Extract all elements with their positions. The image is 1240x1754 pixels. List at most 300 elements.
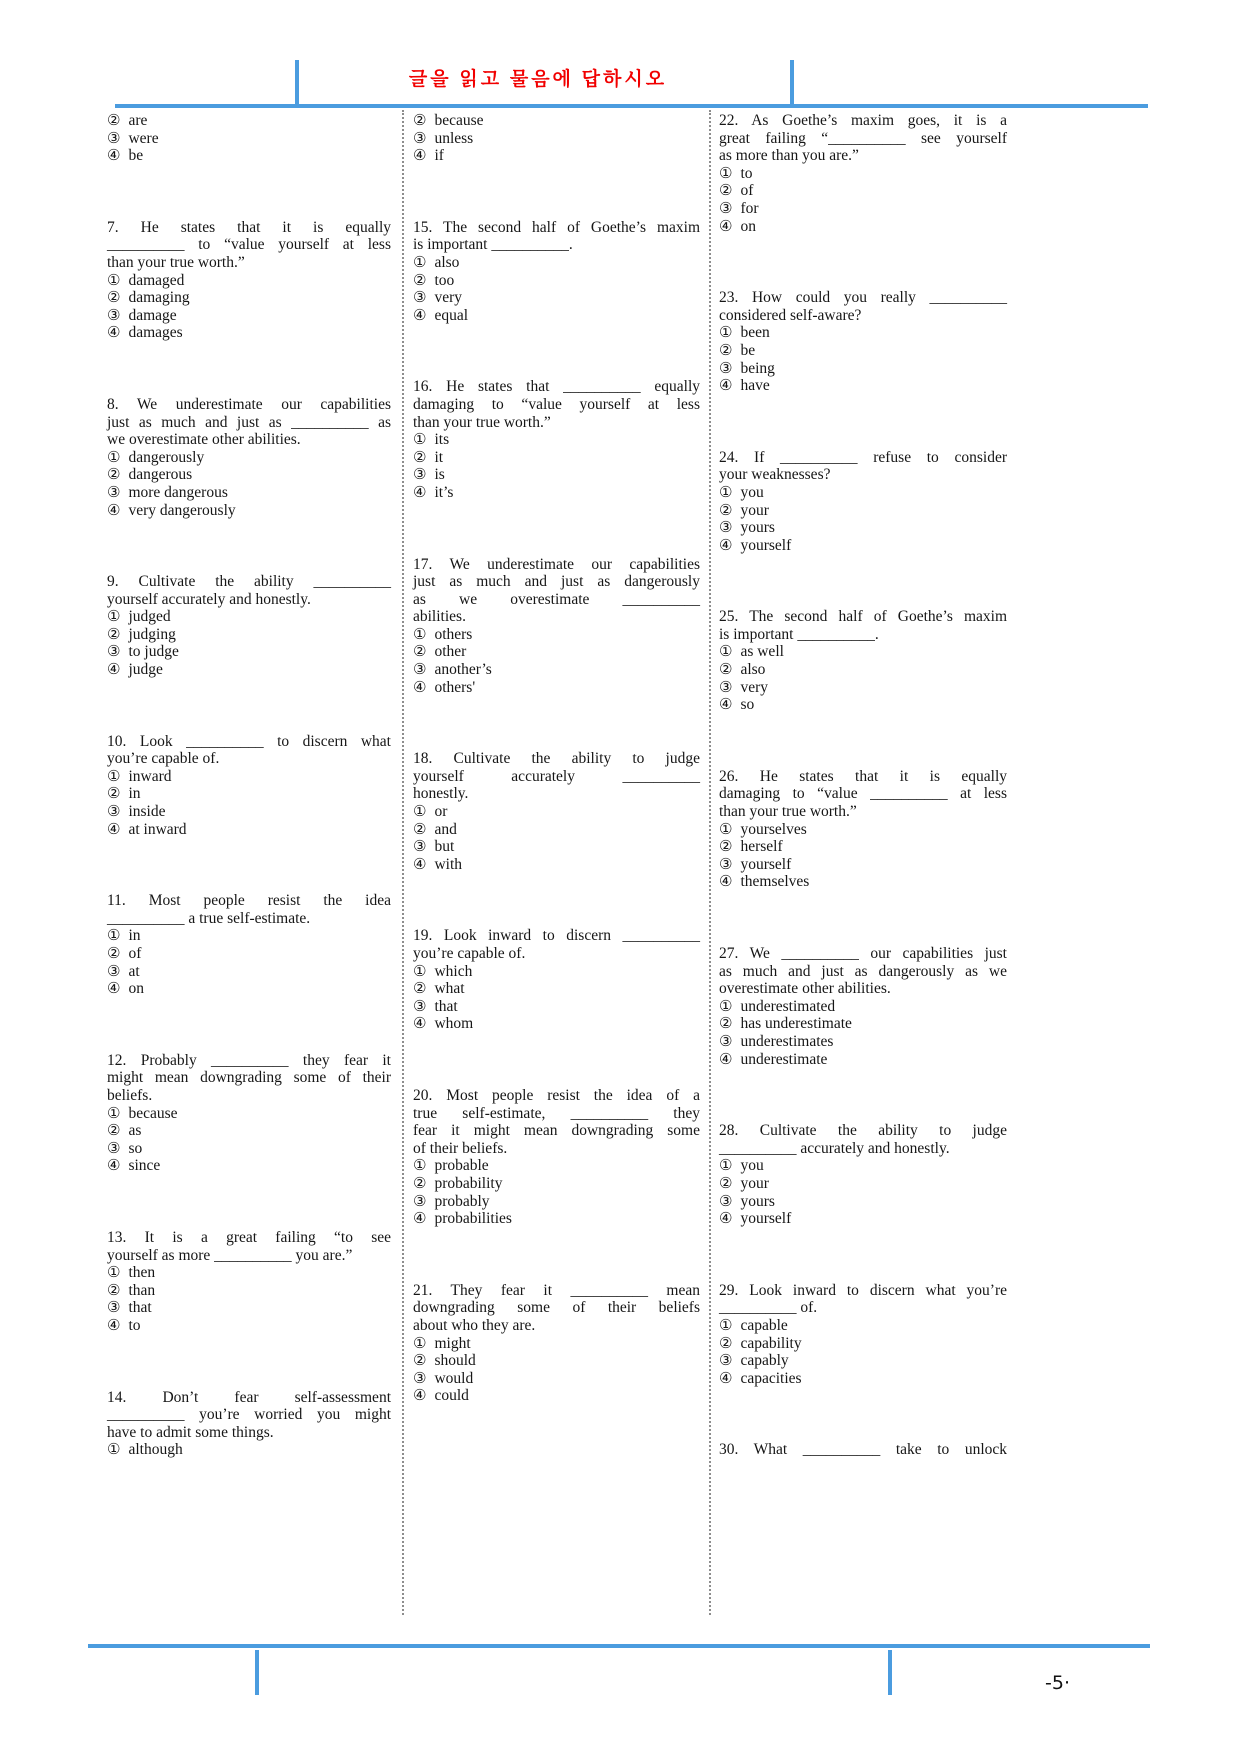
answer-option (719, 1317, 1007, 1335)
answer-option (413, 289, 700, 307)
question-block (413, 378, 700, 501)
answer-option (413, 130, 700, 148)
option-label: that (128, 1299, 152, 1317)
option-number-icon: ① (413, 961, 427, 980)
question-line: than your true worth.” (107, 253, 245, 271)
answer-option (719, 1175, 1007, 1193)
option-number-icon: ④ (107, 500, 121, 519)
options-list (719, 821, 1007, 891)
option-label: themselves (740, 873, 810, 891)
answer-option (107, 502, 391, 520)
page-number: -5· (1045, 1672, 1070, 1694)
option-label: although (128, 1441, 183, 1459)
option-label: than (128, 1281, 156, 1299)
question-line: 12. Probably __________ they fear it (107, 1051, 391, 1069)
option-label: if (434, 147, 444, 165)
option-label: damage (128, 306, 177, 324)
question-line: 24. If __________ refuse to consider (719, 448, 1007, 466)
question-line: about who they are. (413, 1316, 536, 1334)
answer-option (719, 838, 1007, 856)
option-number-icon: ① (107, 607, 121, 626)
option-label: on (740, 217, 756, 235)
question-line: we overestimate other abilities. (107, 431, 301, 449)
option-number-icon: ① (719, 996, 733, 1015)
option-number-icon: ④ (107, 146, 121, 165)
answer-option (719, 1157, 1007, 1175)
question-text (719, 1122, 1007, 1157)
option-label: your (740, 501, 769, 519)
question-block (107, 1389, 391, 1459)
option-number-icon: ① (719, 642, 733, 661)
option-number-icon: ① (107, 926, 121, 945)
option-label: and (434, 820, 457, 838)
footer-right-tick (888, 1650, 892, 1695)
option-number-icon: ④ (413, 854, 427, 873)
answer-option (719, 643, 1007, 661)
option-label: being (740, 359, 775, 377)
option-number-icon: ① (719, 819, 733, 838)
options-list (107, 272, 391, 342)
column-separator (402, 110, 404, 1615)
options-list (719, 1317, 1007, 1387)
option-number-icon: ④ (107, 1315, 121, 1334)
option-label: underestimates (740, 1032, 834, 1050)
question-line: your weaknesses? (719, 466, 831, 484)
answer-option (107, 272, 391, 290)
question-line: might mean downgrading some of their (107, 1069, 391, 1087)
option-label: very (740, 678, 768, 696)
answer-option (107, 1317, 391, 1335)
option-label: other (434, 643, 467, 661)
answer-option (413, 1015, 700, 1033)
option-number-icon: ② (107, 784, 121, 803)
answer-option (107, 289, 391, 307)
options-list (719, 1157, 1007, 1227)
question-text (107, 396, 391, 449)
options-list (413, 963, 700, 1033)
option-number-icon: ③ (413, 996, 427, 1015)
option-label: might (434, 1334, 471, 1352)
option-label: damages (128, 324, 183, 342)
options-list (413, 431, 700, 501)
question-text (107, 1389, 391, 1442)
answer-option (719, 182, 1007, 200)
option-number-icon: ② (413, 1173, 427, 1192)
answer-option (719, 218, 1007, 236)
option-number-icon: ③ (413, 128, 427, 147)
answer-option (413, 838, 700, 856)
question-text (413, 927, 700, 962)
option-label: as (128, 1122, 142, 1140)
footer-rule (88, 1644, 1150, 1648)
question-line: damaging to “value yourself at less (413, 395, 700, 413)
question-block (107, 892, 391, 998)
options-list (107, 1264, 391, 1334)
answer-option (719, 1051, 1007, 1069)
option-label: in (128, 785, 141, 803)
answer-option (719, 502, 1007, 520)
option-number-icon: ② (107, 624, 121, 643)
answer-option (413, 856, 700, 874)
answer-option (413, 484, 700, 502)
option-number-icon: ① (413, 430, 427, 449)
option-number-icon: ① (719, 163, 733, 182)
question-line: 14. Don’t fear self-assessment (107, 1388, 391, 1406)
question-line: as we overestimate __________ (413, 590, 700, 608)
option-label: also (740, 661, 766, 679)
answer-option (107, 1140, 391, 1158)
option-label: judge (128, 661, 163, 679)
option-number-icon: ④ (719, 535, 733, 554)
answer-option (107, 1105, 391, 1123)
options-list (107, 1105, 391, 1175)
question-block (413, 219, 700, 325)
answer-option (107, 1299, 391, 1317)
answer-option (107, 1157, 391, 1175)
question-block (107, 733, 391, 839)
option-label: very dangerously (128, 501, 236, 519)
answer-option (413, 254, 700, 272)
option-number-icon: ② (413, 642, 427, 661)
answer-option (107, 803, 391, 821)
answer-option (719, 484, 1007, 502)
option-label: would (434, 1369, 474, 1387)
question-line: __________ of. (719, 1299, 818, 1317)
option-number-icon: ① (107, 447, 121, 466)
question-block (413, 927, 700, 1033)
options-list (413, 626, 700, 696)
option-label: also (434, 253, 460, 271)
question-block (719, 608, 1007, 714)
question-line: 18. Cultivate the ability to judge (413, 750, 700, 768)
question-text (413, 750, 700, 803)
question-line: honestly. (413, 785, 469, 803)
option-label: capacities (740, 1369, 802, 1387)
question-line: than your true worth.” (413, 413, 551, 431)
option-label: yourself (740, 1210, 792, 1228)
question-line: 7. He states that it is equally (107, 218, 391, 236)
option-number-icon: ① (413, 252, 427, 271)
question-text (719, 289, 1007, 324)
question-line: 27. We __________ our capabilities just (719, 945, 1007, 962)
answer-option (107, 1282, 391, 1300)
question-text (719, 945, 1007, 998)
header-rule (115, 104, 1148, 108)
option-label: at (128, 962, 140, 980)
option-number-icon: ① (719, 1315, 733, 1334)
answer-option (719, 856, 1007, 874)
option-number-icon: ③ (107, 305, 121, 324)
question-block (719, 112, 1007, 235)
option-number-icon: ② (413, 447, 427, 466)
option-label: of (740, 182, 754, 200)
question-line: considered self-aware? (719, 306, 862, 324)
option-label: very (434, 289, 462, 307)
option-number-icon: ① (719, 482, 733, 501)
option-number-icon: ③ (107, 642, 121, 661)
answer-option (107, 768, 391, 786)
answer-option (413, 1175, 700, 1193)
option-number-icon: ② (719, 340, 733, 359)
option-label: its (434, 431, 450, 449)
option-number-icon: ① (107, 766, 121, 785)
question-line: __________ you’re worried you might (107, 1406, 391, 1424)
option-number-icon: ③ (719, 1351, 733, 1370)
answer-option (413, 449, 700, 467)
option-label: underestimated (740, 997, 836, 1015)
option-number-icon: ② (413, 1351, 427, 1370)
question-line: 8. We underestimate our capabilities (107, 395, 391, 413)
footer-left-tick (255, 1650, 259, 1695)
answer-option (719, 1210, 1007, 1228)
option-number-icon: ③ (107, 1298, 121, 1317)
option-number-icon: ② (413, 979, 427, 998)
answer-option (107, 147, 391, 165)
answer-option (413, 147, 700, 165)
option-label: or (434, 803, 448, 821)
question-block (107, 1229, 391, 1335)
answer-option (719, 1033, 1007, 1051)
answer-option (719, 1015, 1007, 1033)
option-label: probabilities (434, 1210, 512, 1228)
option-label: have (740, 377, 770, 395)
option-label: because (434, 112, 484, 129)
option-label: yourselves (740, 820, 807, 838)
answer-option (107, 643, 391, 661)
answer-option (719, 821, 1007, 839)
option-number-icon: ③ (413, 660, 427, 679)
question-block (719, 945, 1007, 1068)
question-line: yourself accurately __________ (413, 767, 700, 785)
question-line: 28. Cultivate the ability to judge (719, 1122, 1007, 1140)
option-number-icon: ④ (413, 1386, 427, 1405)
option-label: be (740, 341, 756, 359)
options-list (107, 927, 391, 997)
option-label: more dangerous (128, 483, 228, 501)
option-label: to (740, 164, 753, 182)
question-line: beliefs. (107, 1086, 153, 1104)
option-label: on (128, 980, 144, 998)
option-label: were (128, 129, 159, 147)
answer-option (413, 661, 700, 679)
option-number-icon: ③ (719, 854, 733, 873)
option-number-icon: ③ (413, 1368, 427, 1387)
option-label: could (434, 1387, 469, 1405)
answer-option (413, 1352, 700, 1370)
options-list (719, 643, 1007, 713)
option-number-icon: ① (413, 802, 427, 821)
option-number-icon: ① (413, 1156, 427, 1175)
option-label: it (434, 448, 444, 466)
option-label: underestimate (740, 1050, 828, 1068)
question-line: damaging to “value __________ at less (719, 785, 1007, 803)
answer-option (107, 785, 391, 803)
answer-option (107, 112, 391, 130)
option-label: another’s (434, 661, 492, 679)
question-block (719, 1122, 1007, 1228)
option-label: you (740, 483, 764, 501)
question-line: 26. He states that it is equally (719, 767, 1007, 785)
answer-option (107, 821, 391, 839)
question-line: great failing “__________ see yourself (719, 129, 1007, 147)
question-line: 29. Look inward to discern what you’re (719, 1281, 1007, 1299)
option-label: yourself (740, 536, 792, 554)
question-line: __________ to “value yourself at less (107, 236, 391, 254)
option-number-icon: ③ (719, 518, 733, 537)
option-label: equal (434, 306, 469, 324)
option-number-icon: ② (719, 181, 733, 200)
option-label: unless (434, 129, 474, 147)
option-number-icon: ① (107, 1440, 121, 1459)
option-label: has underestimate (740, 1015, 852, 1033)
question-text (413, 219, 700, 254)
options-list (719, 324, 1007, 394)
option-label: but (434, 838, 455, 856)
header-right-tick (790, 60, 794, 104)
option-label: yours (740, 519, 775, 537)
question-block (107, 219, 391, 342)
question-line: 20. Most people resist the idea of a (413, 1086, 700, 1104)
option-number-icon: ② (107, 111, 121, 129)
option-number-icon: ④ (719, 872, 733, 891)
question-line: than your true worth.” (719, 803, 857, 821)
option-label: to judge (128, 643, 179, 661)
question-block (413, 1282, 700, 1405)
question-text (719, 608, 1007, 643)
question-line: 21. They fear it __________ mean (413, 1281, 700, 1299)
option-label: inward (128, 767, 172, 785)
option-label: whom (434, 1015, 474, 1033)
question-line: is important __________. (719, 625, 879, 643)
question-line: yourself accurately and honestly. (107, 590, 311, 608)
answer-option (413, 963, 700, 981)
answer-option (413, 679, 700, 697)
answer-option (107, 626, 391, 644)
question-line: 15. The second half of Goethe’s maxim (413, 218, 700, 236)
question-line: 25. The second half of Goethe’s maxim (719, 608, 1007, 626)
option-label: damaging (128, 289, 190, 307)
question-line: 23. How could you really __________ (719, 289, 1007, 307)
options-list (413, 1157, 700, 1227)
question-line: have to admit some things. (107, 1423, 274, 1441)
option-number-icon: ① (107, 1263, 121, 1282)
question-line: as much and just as dangerously as we (719, 962, 1007, 980)
answer-option (413, 1210, 700, 1228)
option-number-icon: ④ (413, 305, 427, 324)
answer-option (413, 1370, 700, 1388)
option-number-icon: ④ (719, 216, 733, 235)
answer-option (719, 360, 1007, 378)
option-label: as well (740, 643, 784, 661)
answer-option (719, 1370, 1007, 1388)
option-label: others (434, 625, 473, 643)
question-text (413, 1282, 700, 1335)
option-number-icon: ① (413, 1333, 427, 1352)
answer-option (107, 466, 391, 484)
option-number-icon: ③ (719, 1031, 733, 1050)
question-text (107, 1052, 391, 1105)
question-text (107, 219, 391, 272)
options-list (107, 449, 391, 519)
option-label: capably (740, 1352, 789, 1370)
option-number-icon: ③ (719, 677, 733, 696)
option-label: are (128, 112, 148, 129)
answer-option (413, 626, 700, 644)
question-block (413, 112, 700, 165)
option-number-icon: ② (413, 111, 427, 129)
option-label: yourself (740, 855, 792, 873)
option-label: what (434, 980, 465, 998)
options-list (107, 1441, 391, 1459)
option-number-icon: ④ (107, 660, 121, 679)
question-line: just as much and just as __________ as (107, 413, 391, 431)
answer-option (719, 873, 1007, 891)
option-number-icon: ① (719, 323, 733, 342)
option-number-icon: ③ (413, 1191, 427, 1210)
question-line: just as much and just as dangerously (413, 573, 700, 591)
option-number-icon: ③ (719, 198, 733, 217)
options-list (413, 112, 700, 165)
question-text (413, 1087, 700, 1157)
option-number-icon: ④ (413, 146, 427, 165)
question-line: 22. As Goethe’s maxim goes, it is a (719, 112, 1007, 129)
option-number-icon: ② (719, 1333, 733, 1352)
option-number-icon: ③ (107, 128, 121, 147)
option-label: in (128, 927, 141, 945)
option-label: to (128, 1316, 141, 1334)
answer-option (413, 466, 700, 484)
question-line: 30. What __________ take to unlock (719, 1441, 1007, 1459)
answer-option (719, 165, 1007, 183)
question-line: 11. Most people resist the idea (107, 892, 391, 910)
answer-option (413, 803, 700, 821)
question-line: you’re capable of. (413, 945, 526, 962)
option-number-icon: ② (413, 819, 427, 838)
option-label: inside (128, 803, 166, 821)
option-label: been (740, 324, 770, 342)
question-line: of their beliefs. (413, 1139, 508, 1157)
answer-option (413, 431, 700, 449)
options-list (719, 484, 1007, 554)
option-number-icon: ② (107, 288, 121, 307)
question-line: 10. Look __________ to discern what (107, 732, 391, 750)
option-number-icon: ④ (413, 1014, 427, 1033)
answer-option (413, 272, 700, 290)
option-number-icon: ① (107, 1103, 121, 1122)
option-number-icon: ② (107, 1280, 121, 1299)
question-text (719, 1282, 1007, 1317)
option-label: your (740, 1174, 769, 1192)
answer-option (719, 1193, 1007, 1211)
option-label: capability (740, 1334, 802, 1352)
question-block (107, 396, 391, 519)
question-line: __________ accurately and honestly. (719, 1139, 950, 1157)
answer-option (107, 1264, 391, 1282)
question-block (719, 768, 1007, 891)
option-label: since (128, 1157, 161, 1175)
answer-option (719, 537, 1007, 555)
option-number-icon: ③ (413, 465, 427, 484)
answer-option (719, 342, 1007, 360)
page-instruction-title: 글을 읽고 물음에 답하시오 (408, 69, 668, 90)
question-block (107, 573, 391, 679)
question-block (719, 1441, 1007, 1459)
question-line: __________ a true self-estimate. (107, 909, 311, 927)
option-number-icon: ④ (107, 819, 121, 838)
option-label: probability (434, 1174, 503, 1192)
options-list (719, 165, 1007, 235)
question-line: 9. Cultivate the ability __________ (107, 573, 391, 591)
